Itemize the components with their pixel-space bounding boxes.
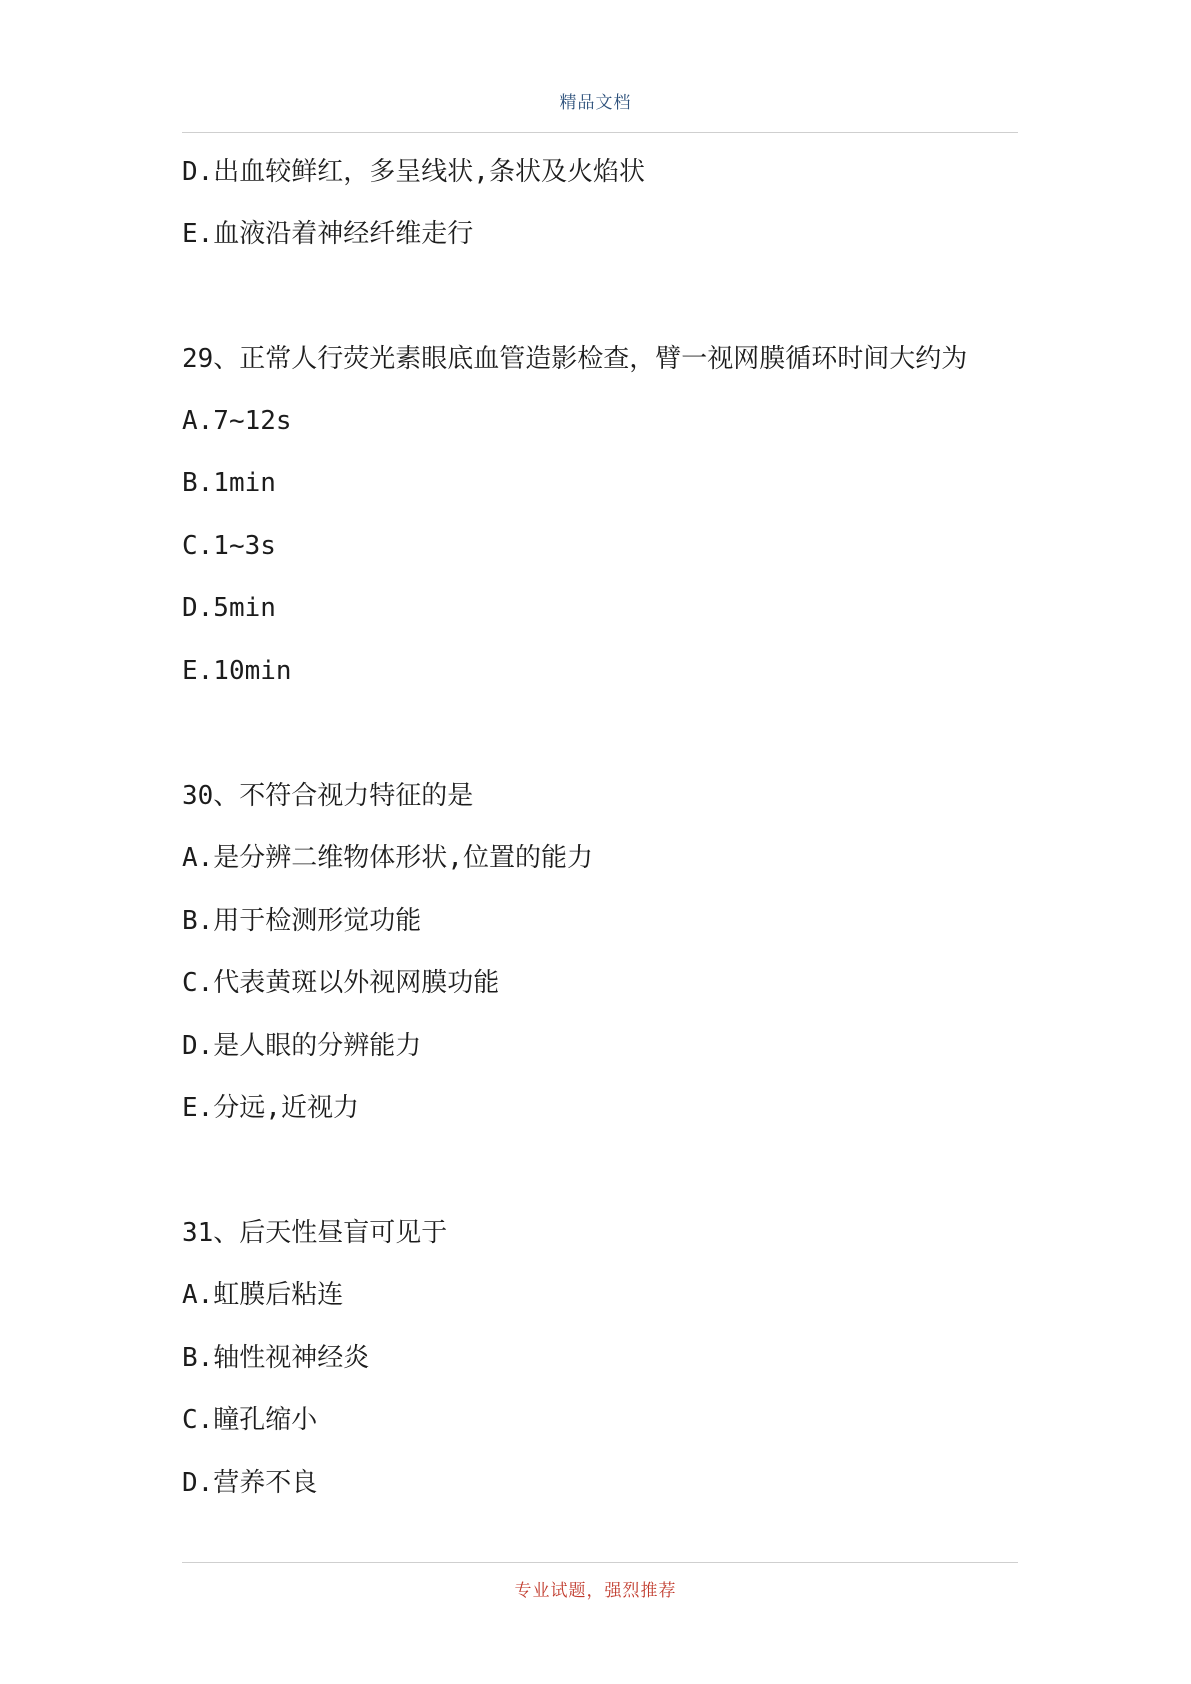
q29-option-b: B.1min: [182, 468, 276, 498]
q29-option-e: E.10min: [182, 656, 292, 686]
q31-option-b: B.轴性视神经炎: [182, 1343, 370, 1373]
q29-option-a: A.7~12s: [182, 406, 292, 436]
q31-option-c: C.瞳孔缩小: [182, 1405, 318, 1435]
q31-option-a: A.虹膜后粘连: [182, 1280, 344, 1310]
q30-option-b: B.用于检测形觉功能: [182, 906, 422, 936]
q29-option-d: D.5min: [182, 593, 276, 623]
q30-option-e: E.分远,近视力: [182, 1093, 359, 1123]
q31-stem: 31、后天性昼盲可见于: [182, 1218, 448, 1248]
q30-stem: 30、不符合视力特征的是: [182, 781, 474, 811]
q30-option-c: C.代表黄斑以外视网膜功能: [182, 968, 500, 998]
q31-option-d: D.营养不良: [182, 1468, 318, 1498]
q28-option-e: E.血液沿着神经纤维走行: [182, 219, 474, 249]
footer-divider: [182, 1562, 1018, 1563]
q29-option-c: C.1~3s: [182, 531, 276, 561]
q28-option-d: D.出血较鲜红，多呈线状,条状及火焰状: [182, 157, 645, 187]
q30-option-d: D.是人眼的分辨能力: [182, 1031, 422, 1061]
page-header: 精品文档: [559, 93, 632, 113]
header-divider: [182, 132, 1018, 133]
q30-option-a: A.是分辨二维物体形状,位置的能力: [182, 843, 593, 873]
page-footer: 专业试题，强烈推荐: [514, 1581, 677, 1601]
q29-stem: 29、正常人行荧光素眼底血管造影检查，臂一视网膜循环时间大约为: [182, 344, 968, 374]
